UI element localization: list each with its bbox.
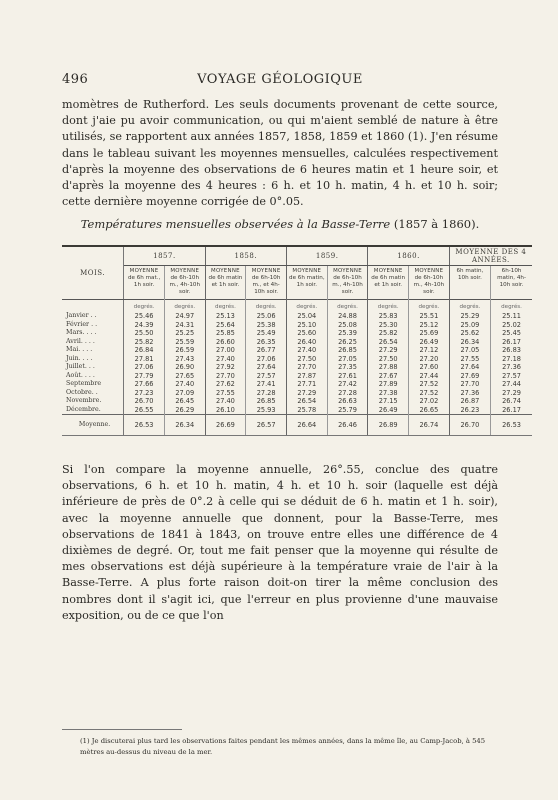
temperature-cell: 26.34 [449,338,490,347]
sub-text: de 6h-10h m., 4h-10h soir. [169,275,201,295]
temperature-cell: 26.53 [124,415,165,436]
temperature-cell: 25.83 [368,312,409,321]
table-caption-years: (1857 à 1860). [393,217,480,231]
month-row [62,389,532,398]
unit-label: degrés. [501,304,522,310]
sub-label: MOYENNE [211,268,240,274]
year-mean: MOYENNE DES 4 ANNÉES. [449,246,532,266]
temperature-cell: 26.70 [449,415,490,436]
sub-label: MOYENNE [129,268,159,274]
temperature-cell: 26.54 [286,397,327,406]
unit-label: degrés. [368,300,409,313]
month-row [62,329,532,338]
month-row [62,312,532,321]
temperature-cell: 27.70 [449,380,490,389]
unit-label: degrés. [409,300,450,313]
temperature-cell: 25.62 [449,329,490,338]
temperature-cell: 27.28 [246,389,287,398]
temperature-cell: 27.52 [409,380,450,389]
temperature-cell: 27.70 [205,372,246,381]
temperature-cell: 27.50 [286,355,327,364]
month-row [62,363,532,372]
temperature-cell: 26.85 [246,397,287,406]
temperature-cell: 27.40 [205,355,246,364]
month-label: Juin. . . . [62,355,124,364]
sub-label: MOYENNE [251,268,281,274]
month-label: Février . . [62,321,124,330]
month-row [62,397,532,406]
temperature-cell: 26.54 [368,338,409,347]
temperature-cell: 27.18 [502,354,521,363]
temperature-cell: 27.60 [409,363,450,372]
temperature-cell: 27.35 [327,363,368,372]
table-caption-title: Températures mensuelles observées à la Basse-Terre [80,217,391,231]
temperature-cell: 27.57 [502,371,521,380]
year-1857: 1857. [124,246,205,266]
temperature-cell: 25.13 [205,312,246,321]
temperature-cell: 25.45 [502,329,521,337]
temperature-table [62,245,532,436]
temperature-cell: 27.00 [205,346,246,355]
table-caption [62,217,498,231]
temperature-cell: 24.97 [164,312,205,321]
unit-label: degrés. [449,300,490,313]
temperature-cell: 26.45 [164,397,205,406]
temperature-cell: 27.65 [164,372,205,381]
temperature-cell: 24.31 [164,321,205,330]
month-row [62,406,532,415]
intro-paragraph: momètres de Rutherford. Les seuls documents provenant de cette source, dont j'aie pu avoir communication, ou qui m'aient semblé de nature à être utilisés, se rapportent aux années 1857, 1858, 1859 et 1860 (1). J'en résume dans le tableau suivant les moyennes mensuelles, calculées respectivement d'après la moyenne des observations de 6 heures matin et 1 heure soir, et d'après la moyenne des 4 heures : 6 h. et 10 h. matin, 4 h. et 10 h. soir; cette dernière moyenne corrigée de 0°.05. [62,98,498,209]
temperature-cell: 26.17 [502,405,521,414]
temperature-cell: 27.66 [124,380,165,389]
temperature-cell: 26.55 [124,406,165,415]
temperature-cell: 25.38 [246,321,287,330]
temperature-cell: 27.88 [368,363,409,372]
temperature-cell: 26.64 [286,415,327,436]
temperature-cell: 25.10 [286,321,327,330]
temperature-cell: 26.87 [449,397,490,406]
temperature-cell: 27.71 [286,380,327,389]
temperature-cell: 26.89 [368,415,409,436]
temperature-cell: 27.64 [449,363,490,372]
temperature-cell: 25.93 [246,406,287,415]
temperature-cell: 27.44 [409,372,450,381]
temperature-cell: 24.88 [327,312,368,321]
temperature-cell: 27.20 [409,355,450,364]
sub-text: de 6h-10h m., 4h-10h soir. [332,275,363,295]
temperature-cell: 27.50 [368,355,409,364]
temperature-cell: 25.06 [246,312,287,321]
temperature-cell: 27.15 [368,397,409,406]
temperature-cell: 25.49 [246,329,287,338]
temperature-cell: 26.77 [246,346,287,355]
temperature-cell: 27.05 [327,355,368,364]
temperature-cell: 27.62 [205,380,246,389]
unit-row [62,300,532,313]
month-label: Octobre. . [62,389,124,398]
temperature-cell: 26.46 [327,415,368,436]
month-label: Mars. . . . [62,329,124,338]
year-1858: 1858. [205,246,286,266]
temperature-cell: 25.09 [449,321,490,330]
temperature-cell: 27.52 [409,389,450,398]
temperature-cell: 26.10 [205,406,246,415]
month-row [62,338,532,347]
year-1860: 1860. [368,246,449,266]
sub-text: de 6h mat., 1h soir. [127,275,161,288]
temperature-cell: 27.40 [164,380,205,389]
month-row [62,372,532,381]
body-paragraph: Si l'on compare la moyenne annuelle, 26°.55, conclue des quatre observations, 6 h. et 10 h. matin, 4 h. et 10 h. soir (laquelle est déjà inférieure de près de 0°.2 à celle qui se déduit de 6 h. matin et 1 h. soir), avec la moyenne annuelle que donnent, pour la Basse-Terre, mes observations de 1841 à 1843, on trouve entre elles une différence de 4 dixièmes de degré. Or, tout me fait penser que la moyenne qui résulte de mes observations est déjà supérieure à la température vraie de l'air à la Basse-Terre. A plus forte raison doit-on tirer la même conclusion des nombres dont il s'agit ici, que l'erreur en plus provienne d'une mauvaise exposition, ou de ce que l'on [62,463,498,622]
month-row [62,380,532,389]
temperature-cell: 25.11 [502,312,521,320]
temperature-cell: 25.78 [286,406,327,415]
page-number: 496 [62,72,89,87]
temperature-cell: 27.38 [368,389,409,398]
sub-label: MOYENNE [414,268,444,274]
sub-label: MOYENNE [170,268,200,274]
temperature-cell: 27.44 [502,380,521,388]
month-label: Avril. . . . [62,338,124,347]
temperature-cell: 27.57 [246,372,287,381]
temperature-cell: 25.08 [327,321,368,330]
unit-label: degrés. [327,300,368,313]
temperature-cell: 27.67 [368,372,409,381]
mois-header: MOIS. [62,246,124,300]
unit-label: degrés. [124,300,165,313]
temperature-cell: 26.83 [502,346,521,354]
mean-row [62,415,532,436]
temperature-cell: 26.84 [124,346,165,355]
temperature-cell: 25.60 [286,329,327,338]
year-header-row [62,246,532,266]
temperature-cell: 27.81 [124,355,165,364]
temperature-cell: 26.65 [409,406,450,415]
temperature-cell: 27.43 [164,355,205,364]
temperature-cell: 25.51 [409,312,450,321]
sub-text: de 6h-10h m., 4h-10h soir. [413,275,445,295]
temperature-cell: 27.87 [286,372,327,381]
temperature-cell: 27.36 [449,389,490,398]
temperature-cell: 27.41 [246,380,287,389]
temperature-cell: 25.02 [502,320,521,329]
temperature-cell: 27.55 [205,389,246,398]
temperature-cell: 27.06 [124,363,165,372]
temperature-cell: 25.29 [449,312,490,321]
temperature-cell: 26.74 [502,397,521,405]
temperature-cell: 27.05 [449,346,490,355]
unit-label: degrés. [205,300,246,313]
unit-label: degrés. [164,300,205,313]
temperature-cell: 25.85 [205,329,246,338]
temperature-cell: 25.39 [327,329,368,338]
temperature-cell: 27.64 [246,363,287,372]
temperature-cell: 27.92 [205,363,246,372]
temperature-cell: 27.29 [502,388,521,397]
sub-text: 6h matin, 10h soir. [456,268,484,281]
temperature-cell: 26.74 [409,415,450,436]
temperature-cell: 26.35 [246,338,287,347]
temperature-cell: 26.49 [409,338,450,347]
temperature-cell: 26.23 [449,406,490,415]
temperature-cell: 27.40 [286,346,327,355]
temperature-cell: 26.63 [327,397,368,406]
temperature-cell: 27.89 [368,380,409,389]
temperature-cell: 27.61 [327,372,368,381]
temperature-cell: 27.40 [205,397,246,406]
temperature-cell: 26.85 [327,346,368,355]
temperature-cell: 26.69 [205,415,246,436]
temperature-cell: 25.12 [409,321,450,330]
temperature-cell: 25.79 [327,406,368,415]
month-label: Juillet. . . [62,363,124,372]
temperature-table-wrap [62,245,532,436]
temperature-cell: 27.36 [502,363,521,371]
subheader-row [62,266,532,300]
temperature-cell: 27.29 [368,346,409,355]
temperature-cell: 27.12 [409,346,450,355]
month-label: Novembre. [62,397,124,406]
temperature-cell: 25.46 [124,312,165,321]
temperature-cell: 27.28 [327,389,368,398]
temperature-cell: 27.79 [124,372,165,381]
running-title: VOYAGE GÉOLOGIQUE [197,72,363,87]
temperature-cell: 27.55 [449,355,490,364]
temperature-cell: 27.23 [124,389,165,398]
temperature-cell: 26.90 [164,363,205,372]
temperature-cell: 25.30 [368,321,409,330]
sub-text: 6h-10h matin, 4h-10h soir. [497,268,526,288]
temperature-cell: 25.82 [124,338,165,347]
sub-label: MOYENNE [292,268,322,274]
temperature-cell: 25.25 [164,329,205,338]
temperature-cell: 26.34 [164,415,205,436]
temperature-cell: 24.39 [124,321,165,330]
temperature-cell: 25.50 [124,329,165,338]
footnote-rule [62,729,182,730]
temperature-cell: 25.82 [368,329,409,338]
month-label: Janvier . . [62,312,124,321]
temperature-cell: 26.25 [327,338,368,347]
footnote: (1) Je discuterai plus tard les observations faites pendant les mêmes années, dans la même île, au Camp-Jacob, à 545 mètres au-dessus du niveau de la mer. [80,737,486,756]
temperature-cell: 25.04 [286,312,327,321]
sub-text: de 6h matin et 1h soir. [371,275,406,288]
temperature-cell: 27.70 [286,363,327,372]
month-label: Août. . . . [62,372,124,381]
month-row [62,346,532,355]
temperature-cell: 26.70 [124,397,165,406]
temperature-cell: 25.64 [205,321,246,330]
sub-text: de 6h matin, 1h soir. [289,275,325,288]
temperature-cell: 26.57 [246,415,287,436]
sub-text: de 6h-10h m., et 4h-10h soir. [251,275,281,295]
temperature-cell: 26.53 [491,415,532,436]
year-1859: 1859. [286,246,367,266]
sub-label: MOYENNE [373,268,403,274]
unit-label: degrés. [246,300,287,313]
sub-text: de 6h matin et 1h soir. [208,275,243,288]
sub-label: MOYENNE [333,268,362,274]
temperature-cell: 26.49 [368,406,409,415]
temperature-cell: 27.09 [164,389,205,398]
month-label: Mai. . . . [62,346,124,355]
temperature-cell: 26.40 [286,338,327,347]
temperature-cell: 27.29 [286,389,327,398]
month-label: Décembre. [62,406,124,415]
page-header [62,72,498,90]
temperature-cell: 27.02 [409,397,450,406]
temperature-cell: 26.17 [502,337,521,346]
table-body [62,300,532,436]
unit-label: degrés. [286,300,327,313]
temperature-cell: 26.60 [205,338,246,347]
temperature-cell: 27.06 [246,355,287,364]
month-row [62,321,532,330]
temperature-cell: 27.42 [327,380,368,389]
temperature-cell: 25.59 [164,338,205,347]
month-row [62,355,532,364]
temperature-cell: 25.69 [409,329,450,338]
month-label: Septembre [62,380,124,389]
temperature-cell: 26.59 [164,346,205,355]
temperature-cell: 26.29 [164,406,205,415]
temperature-cell: 27.69 [449,372,490,381]
month-label: Moyenne. [62,415,124,436]
